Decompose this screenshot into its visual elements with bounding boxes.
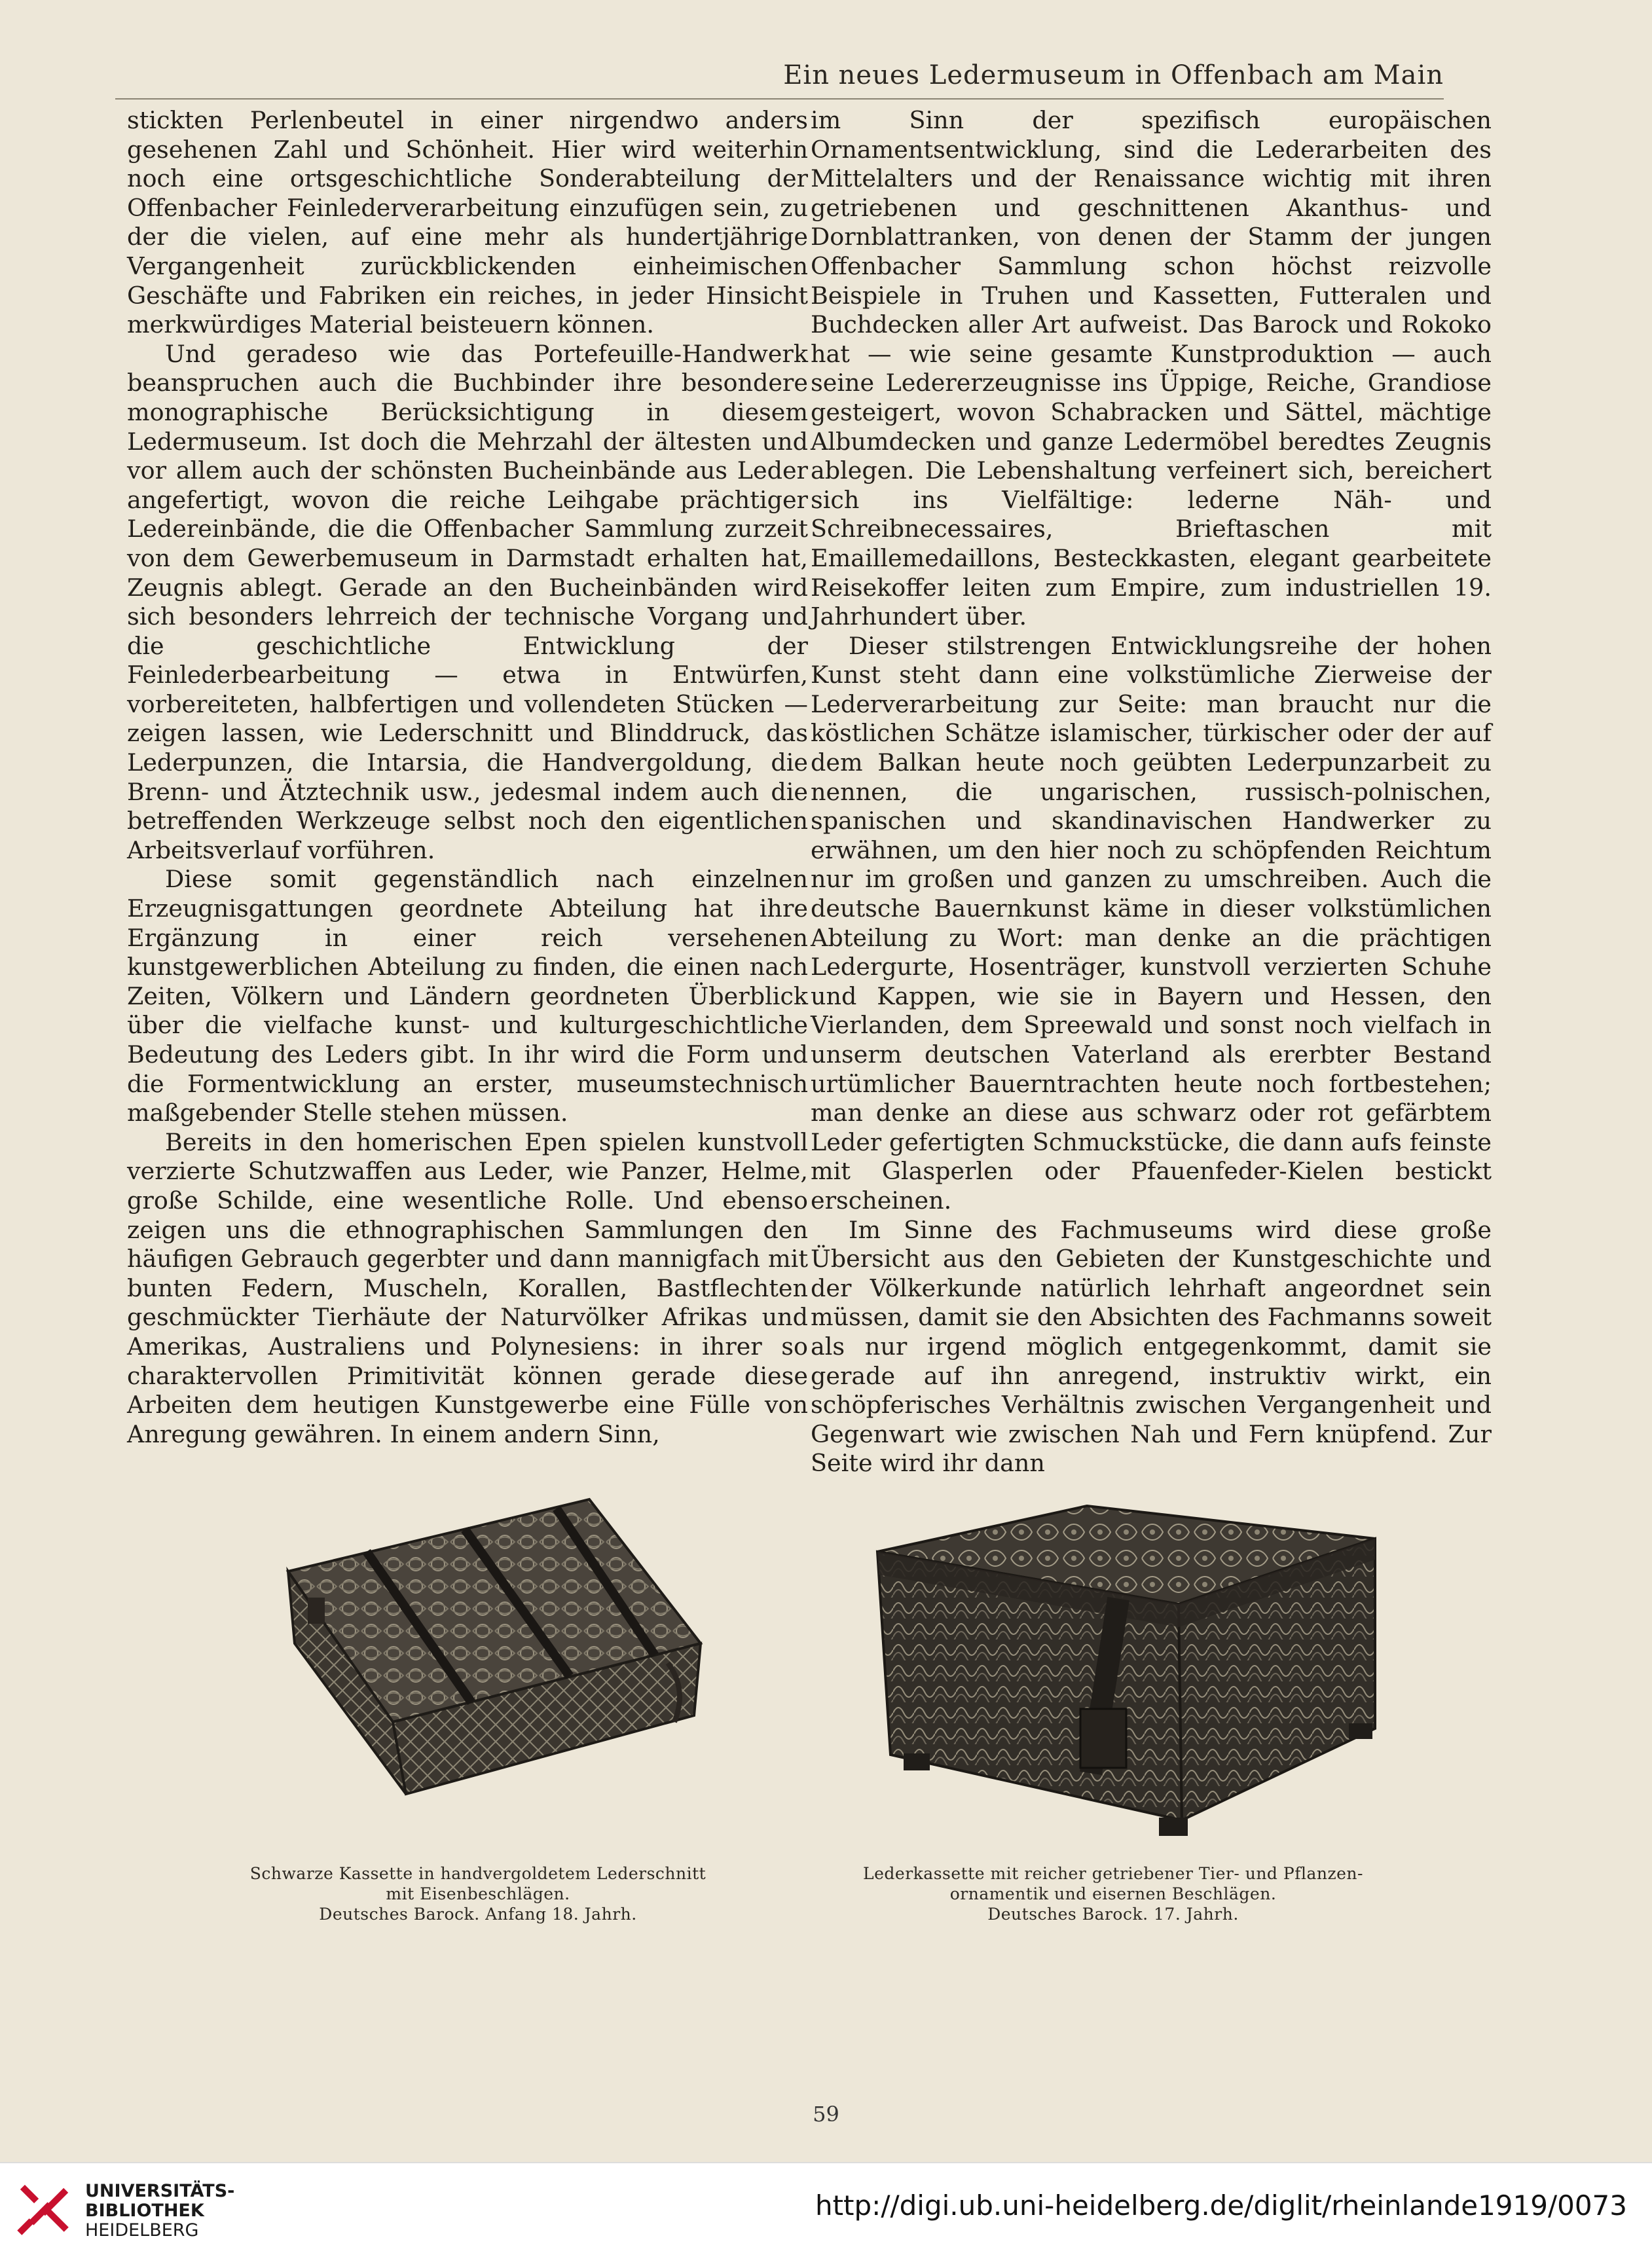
ub-heidelberg-logo-icon[interactable] (14, 2178, 76, 2239)
library-line: UNIVERSITÄTS- (85, 2181, 235, 2201)
paragraph: Dieser stilstrengen Entwicklungsreihe der hohen Kunst steht dann eine volkstümliche Zierweise der Lederverarbeitung zur Seite: man braucht nur die köstlichen Schätze islamischer, türkischer oder der auf dem Balkan heute noch geübten Lederpunzarbeit zu nennen, die ungarischen, russisch-polnischen, spanischen und skandinavischen Handwerker zu erwähnen, um den hier noch zu schöpfenden Reichtum nur im großen und ganzen zu umschreiben. Auch die deutsche Bauernkunst käme in dieser volkstümlichen Abteilung zu Wort: man denke an die prächtigen Ledergurte, Hosenträger, kunstvoll verzierten Schuhe und Kappen, wie sie in Bayern und Hessen, den Vierlanden, dem Spreewald und sonst noch vielfach in unserm deutschen Vaterland als ererbter Bestand urtümlicher Bauerntrachten heute noch fortbestehen; man denke an diese aus schwarz oder rot gefärbtem Leder gefertigten Schmuckstücke, die dann aufs feinste mit Glasperlen oder Pfauenfeder-Kielen bestickt erscheinen. (811, 631, 1492, 1215)
footer-bar (0, 2162, 1652, 2251)
casket-photo-left (249, 1486, 707, 1840)
paragraph: Bereits in den homerischen Epen spielen kunstvoll verzierte Schutzwaffen aus Leder, wie Panzer, Helme, große Schilde, eine wesentliche Rolle. Und ebenso zeigen uns die ethnographischen Sammlungen den häufigen Gebrauch gegerbter und dann mannigfach mit bunten Federn, Muscheln, Korallen, Bastflechten geschmückter Tierhäute der Naturvölker Afrikas und Amerikas, Australiens und Polynesiens: in ihrer so charaktervollen Primitivität können gerade diese Arbeiten dem heutigen Kunstgewerbe eine Fülle von Anregung gewähren. In einem andern Sinn, (127, 1127, 808, 1448)
right-column (811, 106, 1492, 1478)
page-number: 59 (813, 2102, 839, 2127)
casket-photo-right (851, 1493, 1388, 1859)
paragraph: im Sinn der spezifisch europäischen Ornamentsentwicklung, sind die Lederarbeiten des Mittelalters und der Renaissance wichtig mit ihren getriebenen und geschnittenen Akanthus- und Dornblattranken, von denen der Stamm der jungen Offenbacher Sammlung schon höchst reizvolle Beispiele in Truhen und Kassetten, Futteralen und Buchdecken aller Art aufweist. Das Barock und Rokoko hat — wie seine gesamte Kunstproduktion — auch seine Ledererzeugnisse ins Üppige, Reiche, Grandiose gesteigert, wovon Schabracken und Sättel, mächtige Albumdecken und ganze Ledermöbel beredtes Zeugnis ablegen. Die Lebenshaltung verfeinert sich, bereichert sich ins Vielfältige: lederne Näh- und Schreibnecessaires, Brieftaschen mit Emaillemedaillons, Besteckkasten, elegant gearbeitete Reisekoffer leiten zum Empire, zum industriellen 19. Jahrhundert über. (811, 106, 1492, 631)
figure-caption-right (851, 1863, 1375, 1924)
caption-line: Lederkassette mit reicher getriebener Tier- und Pflanzen- (863, 1864, 1363, 1883)
figure-caption-left (236, 1863, 720, 1924)
library-line: BIBLIOTHEK (85, 2201, 204, 2221)
caption-line: Schwarze Kassette in handvergoldetem Lederschnitt (249, 1864, 707, 1883)
paragraph: Im Sinne des Fachmuseums wird diese große Übersicht aus den Gebieten der Kunstgeschichte und der Völkerkunde natürlich lehrhaft angeordnet sein müssen, damit sie den Absichten des Fachmanns soweit als nur irgend möglich entgegenkommt, damit sie gerade auf ihn anregend, instruktiv wirkt, ein schöpferisches Verhältnis zwischen Vergangenheit und Gegenwart wie zwischen Nah und Fern knüpfend. Zur Seite wird ihr dann (811, 1215, 1492, 1478)
paragraph: stickten Perlenbeutel in einer nirgendwo anders gesehenen Zahl und Schönheit. Hier wird weiterhin noch eine ortsgeschichtliche Sonderabteilung der Offenbacher Feinlederverarbeitung einzufügen sein, zu der die vielen, auf eine mehr als hundertjährige Vergangenheit zurückblickenden einheimischen Geschäfte und Fabriken ein reiches, in jeder Hinsicht merkwürdiges Material beisteuern können. (127, 106, 808, 339)
running-title: Ein neues Ledermuseum in Offenbach am Main (783, 60, 1444, 90)
paragraph: Und geradeso wie das Portefeuille-Handwerk beanspruchen auch die Buchbinder ihre besondere monographische Berücksichtigung in diesem Ledermuseum. Ist doch die Mehrzahl der ältesten und vor allem auch der schönsten Bucheinbände aus Leder angefertigt, wovon die reiche Leihgabe prächtiger Ledereinbände, die die Offenbacher Sammlung zurzeit von dem Gewerbemuseum in Darmstadt erhalten hat, Zeugnis ablegt. Gerade an den Bucheinbänden wird sich besonders lehrreich der technische Vorgang und die geschichtliche Entwicklung der Feinlederbearbeitung — etwa in Entwürfen, vorbereiteten, halbfertigen und vollendeten Stücken — zeigen lassen, wie Lederschnitt und Blinddruck, das Lederpunzen, die Intarsia, die Handvergoldung, die Brenn- und Ätztechnik usw., jedesmal indem auch die betreffenden Werkzeuge selbst noch den eigentlichen Arbeitsverlauf vorführen. (127, 339, 808, 864)
permalink-url[interactable]: http://digi.ub.uni-heidelberg.de/diglit/rheinlande1919/0073 (815, 2189, 1627, 2222)
caption-line: mit Eisenbeschlägen. (386, 1884, 570, 1903)
library-line: HEIDELBERG (85, 2220, 199, 2241)
caption-line: Deutsches Barock. 17. Jahrh. (987, 1905, 1239, 1924)
left-column (127, 106, 808, 1449)
caption-line: Deutsches Barock. Anfang 18. Jahrh. (319, 1905, 637, 1924)
header-rule (115, 98, 1444, 100)
paragraph: Diese somit gegenständlich nach einzelnen Erzeugnisgattungen geordnete Abteilung hat ihre Ergänzung in einer reich versehenen kunstgewerblichen Abteilung zu finden, die einen nach Zeiten, Völkern und Ländern geordneten Überblick über die vielfache kunst- und kulturgeschichtliche Bedeutung des Leders gibt. In ihr wird die Form und die Formentwicklung an erster, museumstechnisch maßgebender Stelle stehen müssen. (127, 865, 808, 1127)
caption-line: ornamentik und eisernen Beschlägen. (949, 1884, 1277, 1903)
library-name (85, 2182, 234, 2241)
